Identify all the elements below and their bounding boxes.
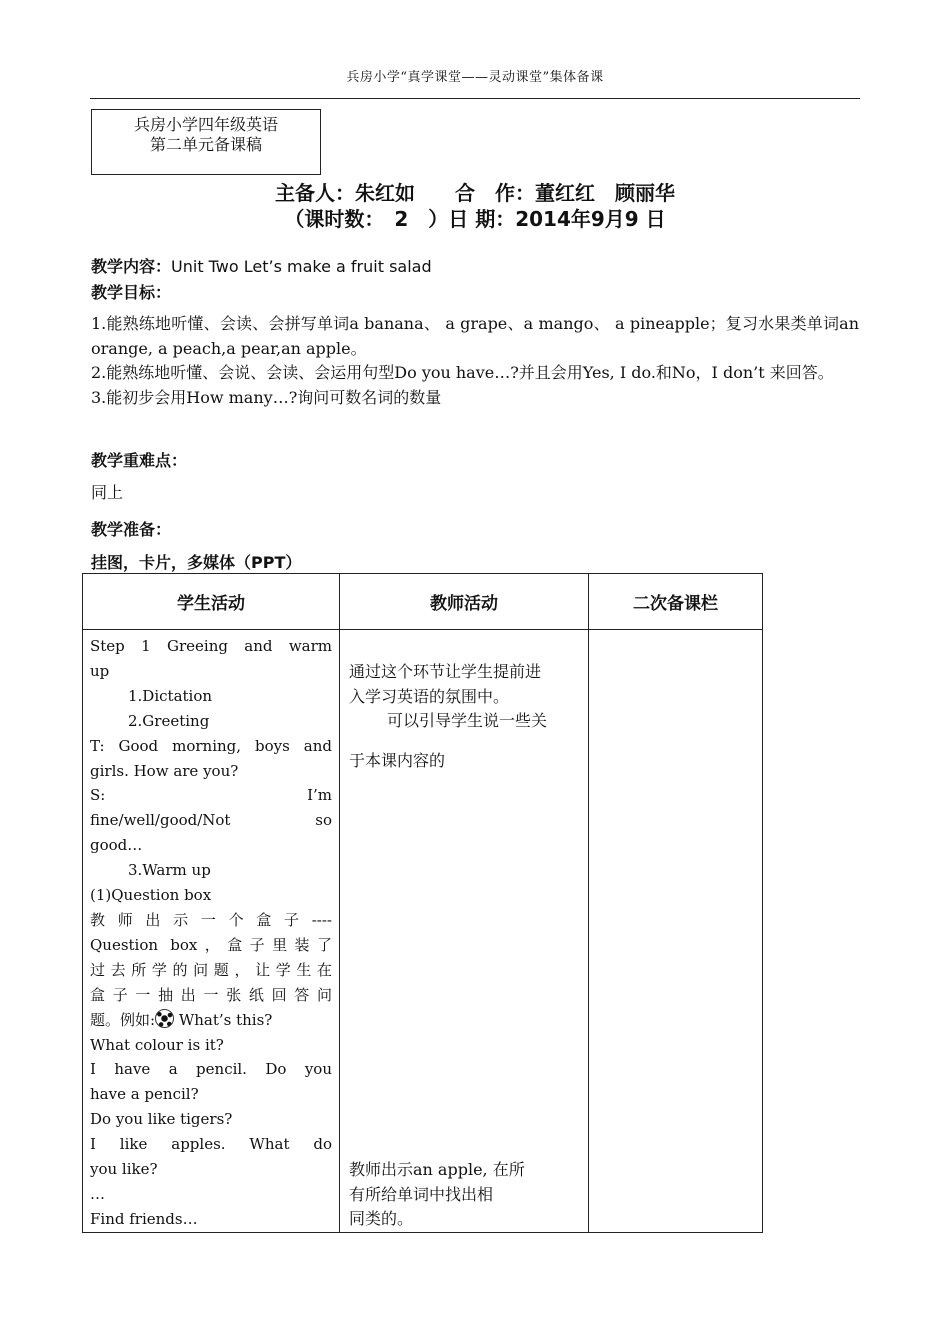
student-line: fine/well/good/Not so — [90, 811, 332, 830]
student-line: (1)Question box — [90, 886, 212, 905]
teacher-note-warmup — [349, 660, 581, 734]
student-line: What colour is it? — [90, 1035, 224, 1054]
goal-item: 1.能熟练地听懂、会读、会拼写单词a banana、 a grape、a mango、 a pineapple；复习水果类单词an orange, a peach,a pear,an apple。 — [91, 314, 859, 358]
teaching-content-label: 教学内容： — [91, 257, 172, 276]
student-line: 盒子一抽出一张纸回答问 — [90, 985, 332, 1004]
student-line: 教师出示一个盒子---- — [90, 910, 332, 929]
student-line: 2.Greeting — [128, 711, 210, 730]
teacher-line: 同类的。 — [349, 1209, 414, 1228]
key-points-label: 教学重难点： — [91, 451, 188, 470]
goals-label: 教学目标： — [91, 283, 172, 302]
goal-item: 2.能熟练地听懂、会说、会读、会运用句型Do you have…?并且会用Yes, I do.和No，I don’t 来回答。 — [91, 363, 834, 382]
student-line: I like apples. What do — [90, 1135, 332, 1154]
teacher-line: 通过这个环节让学生提前进 — [349, 662, 542, 681]
teacher-line: 可以引导学生说一些关 — [387, 711, 548, 730]
preparation-value: 挂图，卡片，多媒体（PPT） — [91, 553, 302, 572]
header-teacher-activity: 教师活动 — [340, 574, 589, 630]
student-line: have a pencil? — [90, 1085, 199, 1104]
student-line: 3.Warm up — [128, 861, 211, 880]
title-box — [91, 109, 321, 175]
header-second-prep: 二次备课栏 — [589, 574, 763, 630]
student-line: 题。例如: — [90, 1010, 156, 1029]
teacher-activity-cell — [340, 630, 589, 1233]
student-line: I have a pencil. Do you — [90, 1060, 332, 1079]
student-line: S: I’m — [90, 786, 332, 805]
student-line-with-icon — [90, 1008, 332, 1033]
teacher-line: 入学习英语的氛围中。 — [349, 686, 510, 706]
student-activity-cell — [83, 630, 340, 1233]
teaching-content-value: Unit Two Let’s make a fruit salad — [171, 257, 432, 276]
date-line: （课时数： 2 ）日 期：2014年9月9 日 — [284, 207, 666, 231]
student-line: Do you like tigers? — [90, 1110, 233, 1129]
header-divider — [90, 98, 860, 99]
goals-list — [91, 312, 859, 410]
author-line: 主备人：朱红如 合 作：董红红 顾丽华 — [275, 181, 675, 205]
student-line: What’s this? — [174, 1010, 273, 1029]
student-line: T: Good morning, boys and — [90, 736, 332, 755]
student-line: girls. How are you? — [90, 761, 239, 780]
teacher-line: 有所给单词中找出相 — [349, 1184, 494, 1204]
student-line: 1.Dictation — [128, 686, 213, 705]
student-line: 过去所学的问题，让学生在 — [90, 960, 332, 979]
lesson-plan-table — [82, 573, 763, 1233]
page-header: 兵房小学“真学课堂——灵动课堂”集体备课 — [346, 70, 604, 85]
student-line: you like? — [90, 1160, 158, 1179]
title-line-school: 兵房小学四年级英语 — [133, 115, 278, 134]
goal-item: 3.能初步会用How many…?询问可数名词的数量 — [91, 387, 442, 407]
teacher-note-apple — [349, 1158, 581, 1232]
student-line: up — [90, 661, 110, 680]
student-line: good… — [90, 836, 143, 855]
header-student-activity: 学生活动 — [83, 574, 340, 630]
teaching-content — [91, 254, 432, 277]
teacher-note-content: 于本课内容的 — [349, 751, 446, 770]
teacher-line: 教师出示an apple, 在所 — [349, 1160, 525, 1179]
student-line: … — [90, 1184, 105, 1203]
preparation-label: 教学准备： — [91, 520, 172, 539]
student-line: Question box，盒子里装了 — [90, 935, 332, 954]
table-header-row — [83, 574, 763, 630]
second-prep-cell — [589, 630, 763, 1233]
student-line: Step 1 Greeing and warm — [90, 637, 332, 655]
title-line-unit: 第二单元备课稿 — [149, 135, 262, 154]
table-row — [83, 630, 763, 1233]
student-line: Find friends… — [90, 1209, 198, 1228]
key-points-value: 同上 — [91, 483, 124, 502]
soccer-ball-icon — [155, 1009, 174, 1028]
